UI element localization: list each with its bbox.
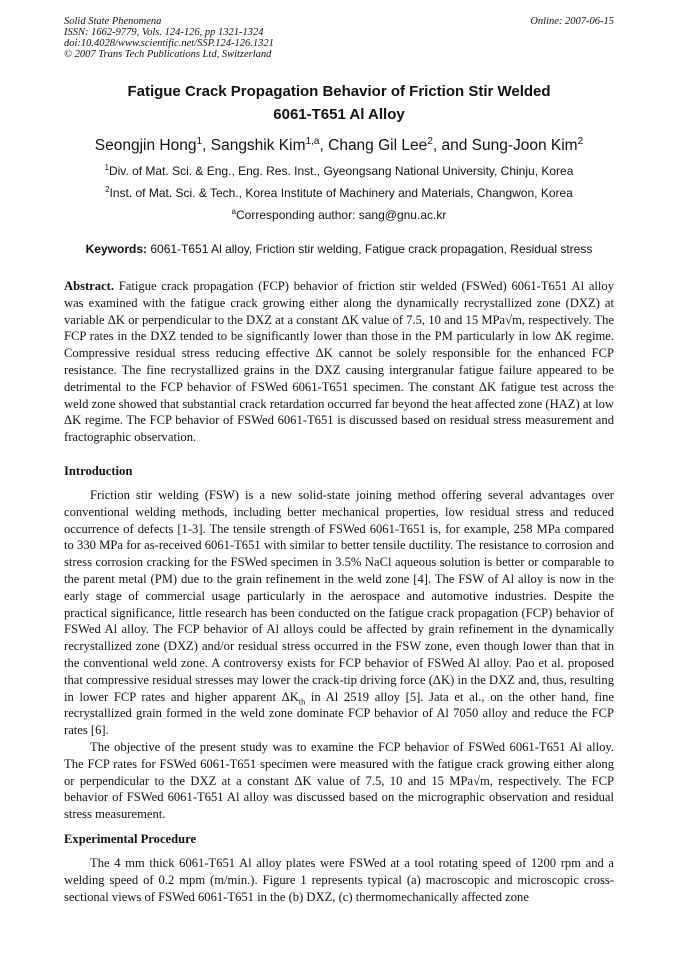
intro-p1-text: Friction stir welding (FSW) is a new solid-state joining method offering several advantages over conventional welding methods, including better mechanical properties, low residual stress and reduced occurrence of defects [1-3]. The tensile strength of FSWed 6061-T651 is, for example, 258 MPa compared to 330 MPa for as-received 6061-T651 with similar to better tensile ductility. The resistance to corrosion and stress corrosion cracking for the FSWed specimen in 3.5% NaCl aqueous solution is better or comparable to the parent metal (PM) due to the grain refinement in the weld zone [4]. The FSW of Al alloy is now in the early stage of commercial usage particularly in the aerospace and automotive industries. Despite the practical significance, little research has been conducted on the fatigue crack propagation (FCP) behavior of FSWed Al alloy. The FCP behavior of Al alloys could be affected by grain refinement in the dynamically recrystallized zone (DXZ) and/or residual stress occurred in the FSW zone, even though lower than that in the conventional weld zone. A controversy exists for FCP behavior of FSWed Al alloy. Pao et al. proposed that compressive residual stresses may lower the crack-tip driving force (ΔK) in the DXZ and, thus, resulting in lower FCP rates and higher apparent ΔK (64, 488, 614, 704)
abstract-label: Abstract. (64, 279, 115, 293)
affiliation-text: Inst. of Mat. Sci. & Tech., Korea Institute of Machinery and Materials, Changwon, Korea (109, 186, 573, 200)
author-sup: 1,a (305, 135, 320, 147)
experimental-body (64, 855, 614, 905)
corr-text: Corresponding author: sang@gnu.ac.kr (236, 208, 447, 222)
author-sup: 1 (196, 135, 203, 147)
copyright-line: © 2007 Trans Tech Publications Ltd, Switzerland (64, 49, 272, 60)
author-sup: 2 (577, 135, 584, 147)
author-name: and Sung-Joon Kim (441, 137, 578, 154)
issn-line: ISSN: 1662-9779, Vols. 124-126, pp 1321-1324 (64, 27, 264, 38)
affiliation-2 (0, 186, 678, 200)
affiliation-text: Div. of Mat. Sci. & Eng., Eng. Res. Inst., Gyeongsang National University, Chinju, Korea (108, 164, 574, 178)
abstract (64, 278, 614, 446)
author-list: Seongjin Hong$^1$, Sangshik Kim$^{1,a}$, Chang Gil Lee$^2$, and Sung-Joon Kim$^2$ (94, 135, 584, 154)
affiliation-sup: 1 (104, 163, 109, 172)
title-line-2: 6061-T651 Al Alloy (273, 106, 405, 123)
intro-p1-text-cont: in Al 2519 alloy [5]. Jata et al., on the other hand, fine recrystallized grain formed in the weld zone dominate FCP behavior of Al 7050 alloy and reduce the FCP rates [6]. (64, 689, 614, 738)
intro-paragraph-1 (64, 487, 614, 739)
abstract-text: Fatigue crack propagation (FCP) behavior of friction stir welded (FSWed) 6061-T651 Al alloy was examined with the fatigue crack growing either along the dynamically recrystallized zone (DXZ) at variable ΔK or perpendicular to the DXZ at a constant ΔK value of 7.5, 10 and 15 MPa√m, respectively. The FCP rates in the DXZ tended to be significantly lower than those in the PM particularly in low ΔK regime. Compressive residual stress reducing effective ΔK cannot be solely responsible for the enhanced FCP resistance. The fine recrystallized grains in the DXZ causing intergranular fatigue failure appeared to be detrimental to the FCP behavior of FSWed 6061-T651 specimen. The constant ΔK fatigue test across the weld zone showed that substantial crack retardation occurred far beyond the heat affected zone (HAZ) at low ΔK regime. The FCP behavior of FSWed 6061-T651 is discussed based on residual stress measurement and fractographic observation. (64, 279, 614, 445)
corresponding-author (0, 208, 678, 222)
keywords (64, 242, 614, 256)
author-name: Seongjin Hong (94, 137, 197, 154)
affiliation-sup: 2 (105, 185, 110, 194)
doi-line: doi:10.4028/www.scientific.net/SSP.124-126.1321 (64, 38, 274, 49)
intro-paragraph-2: The objective of the present study was to examine the FCP behavior of FSWed 6061-T651 Al alloy. The FCP rates for FSWed 6061-T651 specimen were measured with the fatigue crack growing either along or perpendicular to the DXZ at a constant ΔK value of 7.5, 10 and 15 MPa√m, respectively. The FCP behavior of FSWed 6061-T651 Al alloy was discussed based on the micrographic observation and residual stress measurement. (64, 739, 614, 822)
journal-name: Solid State Phenomena (64, 16, 162, 27)
author-sup: 2 (427, 135, 433, 147)
keywords-text: 6061-T651 Al alloy, Friction stir welding, Fatigue crack propagation, Residual stress (150, 242, 593, 256)
paper-title (0, 80, 678, 126)
k-th-subscript: th (298, 697, 306, 707)
keywords-label: Keywords: (85, 242, 147, 256)
journal-header (64, 16, 274, 60)
corr-sup: a (231, 207, 237, 216)
introduction-heading: Introduction (64, 464, 133, 478)
experimental-heading: Experimental Procedure (64, 832, 197, 846)
online-date: Online: 2007-06-15 (530, 16, 614, 27)
experimental-paragraph-1: The 4 mm thick 6061-T651 Al alloy plates were FSWed at a tool rotating speed of 1200 rpm and a welding speed of 0.2 mpm (m/min.). Figure 1 represents typical (a) macroscopic and microscopic cross-sectional views of FSWed 6061-T651 in the (b) DXZ, (c) thermomechanically affected zone (64, 856, 614, 904)
introduction-body (64, 487, 614, 823)
title-line-1: Fatigue Crack Propagation Behavior of Friction Stir Welded (127, 83, 551, 100)
affiliation-1 (0, 164, 678, 178)
author-name: Chang Gil Lee (328, 137, 428, 154)
author-name: Sangshik Kim (210, 137, 306, 154)
